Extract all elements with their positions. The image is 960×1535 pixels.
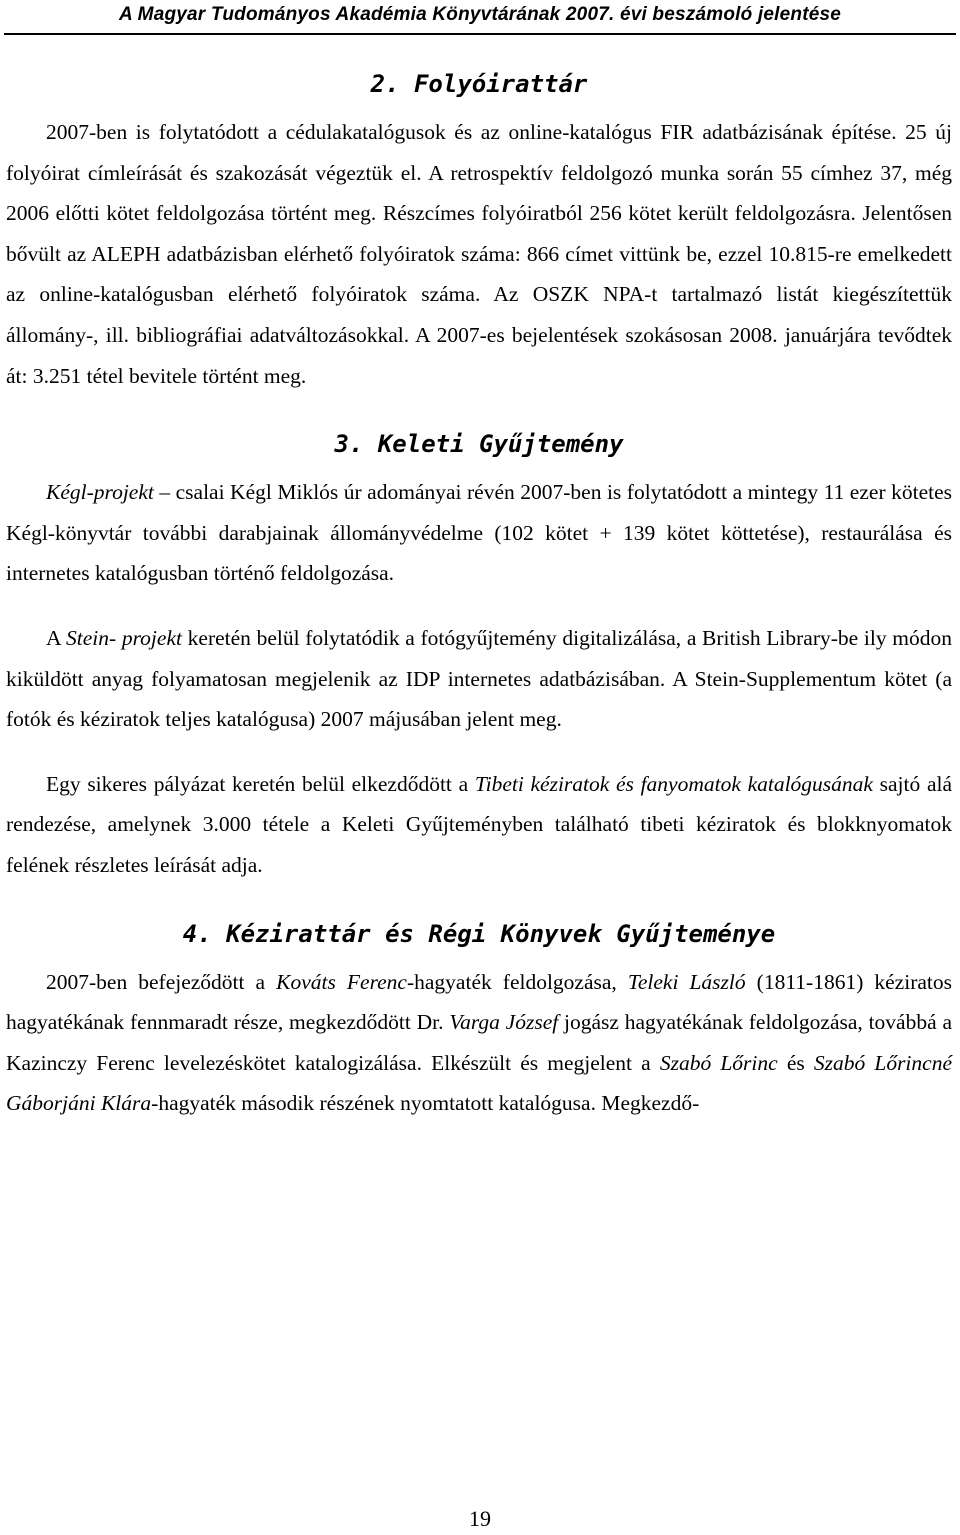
kezirattar-text-e: és: [777, 1050, 814, 1075]
section-heading-keleti: 3. Keleti Gyűjtemény: [334, 430, 624, 459]
kegl-projekt-text: – csalai Kégl Miklós úr adományai révén 2007-ben is folytatódott a mintegy 11 ezer kötetes Kégl-könyvtár további darabjainak állományvédelme (102 kötet + 139 kötet köttetése), restaurálása és internetes katalógusban történő feldolgozása.: [6, 480, 952, 586]
paragraph-tibeti: [6, 764, 952, 886]
page-number: 19: [469, 1506, 491, 1531]
teleki-laszlo-name: Teleki László: [627, 969, 746, 994]
stein-projekt-title: Stein- projekt: [66, 625, 182, 650]
paragraph-stein-projekt: [6, 618, 952, 740]
header-rule: [4, 33, 956, 35]
page-content: [6, 62, 952, 1124]
szabo-lorinc-name: Szabó Lőrinc: [659, 1050, 778, 1075]
stein-prefix: A: [46, 625, 67, 650]
kezirattar-text-d: jogász hagyatékának feldolgozása, továbbá a Kazinczy Ferenc levelezéskötet katalogizálása. Elkészült és megjelent a: [6, 1010, 952, 1075]
kezirattar-text-b: -hagyaték feldolgozása,: [406, 969, 628, 994]
section-heading-kezirattar: 4. Kézirattár és Régi Könyvek Gyűjteménye: [182, 919, 776, 948]
szabo-lorincne-name: Szabó Lőrincné Gáborjáni Klára: [6, 1050, 952, 1116]
paragraph-kezirattar: [6, 962, 952, 1124]
tibeti-prefix: Egy sikeres pályázat keretén belül elkezdődött a: [46, 771, 475, 796]
paragraph-kegl-projekt: [6, 472, 952, 594]
running-header: A Magyar Tudományos Akadémia Könyvtárának 2007. évi beszámoló jelentése: [118, 4, 842, 25]
kezirattar-text-a: 2007-ben befejeződött a: [46, 969, 277, 994]
tibeti-text: sajtó alá rendezése, amelynek 3.000 tétele a Keleti Gyűjteményben található tibeti kéziratok és blokknyomatok felének részletes leírását adja.: [6, 771, 952, 877]
kovats-ferenc-name: Kováts Ferenc: [276, 969, 407, 994]
kezirattar-text-f: -hagyaték második részének nyomtatott katalógusa. Megkezdő-: [151, 1091, 700, 1116]
paragraph-folyoirattar: 2007-ben is folytatódott a cédulakatalógusok és az online-katalógus FIR adatbázisának építése. 25 új folyóirat címleírását és szakozását végeztük el. A retrospektív feldolgozó munka során 55 címhez 37, még 2006 előtti kötet feldolgozása történt meg. Részcímes folyóiratból 256 kötet került feldolgozásra. Jelentősen bővült az ALEPH adatbázisban elérhető folyóiratok száma: 866 címet vittünk be, ezzel 10.815-re emelkedett az online-katalógusban elérhető folyóiratok száma. Az OSZK NPA-t tartalmazó listát kiegészítettük állomány-, ill. bibliográfiai adatváltozásokkal. A 2007-es bejelentések szokásosan 2008. januárjára tevődtek át: 3.251 tétel bevitele történt meg.: [6, 120, 952, 388]
tibeti-title: Tibeti kéziratok és fanyomatok katalógusának: [474, 771, 873, 796]
kegl-projekt-title: Kégl-projekt: [46, 480, 154, 505]
varga-jozsef-name: Varga József: [449, 1010, 559, 1035]
kezirattar-text-c: (1811-1861) kéziratos hagyatékának fennmaradt része, megkezdődött Dr.: [6, 969, 952, 1035]
stein-projekt-text: keretén belül folytatódik a fotógyűjtemény digitalizálása, a British Library-be ily módon kiküldött anyag folyamatosan megjelenik az IDP internetes adatbázisában. A Stein-Supplementum kötet (a fotók és kéziratok teljes katalógusa) 2007 májusában jelent meg.: [6, 625, 952, 732]
section-heading-folyoirattar: 2. Folyóirattár: [370, 70, 588, 98]
